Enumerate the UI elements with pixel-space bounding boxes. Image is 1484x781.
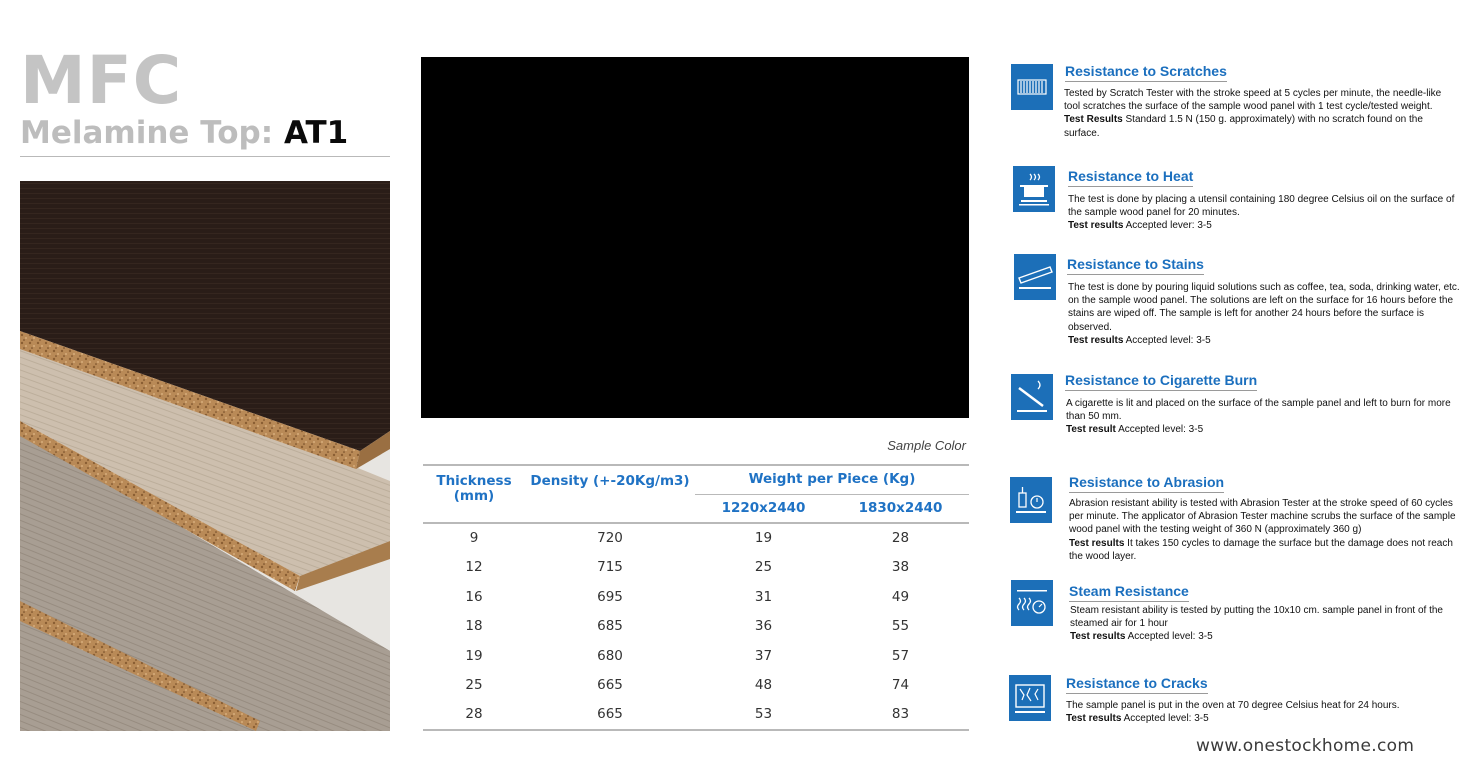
test-title-cigarette: Resistance to Cigarette Burn — [1065, 372, 1257, 391]
test-title-abrasion: Resistance to Abrasion — [1069, 474, 1224, 493]
cell-density: 720 — [597, 530, 623, 547]
product-subtitle — [20, 114, 348, 152]
cell-weight-1830: 83 — [832, 700, 969, 730]
product-code: AT1 — [283, 115, 349, 151]
cracked-panel-icon — [1009, 675, 1051, 721]
header-size-1830: 1830x2440 — [832, 494, 969, 523]
cigarette-icon — [1011, 374, 1053, 420]
cell-weight-1220: 37 — [754, 647, 773, 664]
test-description: The test is done by placing a utensil containing 180 degree Celsius oil on the surface of the sample wood panel for 20 minutes. — [1068, 194, 1455, 219]
test-result-label: Test results — [1066, 713, 1122, 725]
cell-density: 665 — [597, 677, 623, 694]
cell-density: 680 — [597, 647, 623, 664]
abrasion-tester-icon — [1010, 477, 1052, 523]
header-thickness: Thickness (mm) — [423, 465, 525, 523]
swatch-caption: Sample Color — [887, 438, 966, 453]
cell-thickness: 9 — [469, 530, 479, 547]
cell-weight-1220: 48 — [754, 677, 773, 694]
cell-thickness: 25 — [465, 677, 483, 694]
table-row — [423, 553, 969, 583]
spec-table — [423, 464, 969, 731]
cell-weight-1220: 25 — [754, 559, 773, 576]
cell-weight-1830: 38 — [891, 559, 910, 576]
test-title-stains: Resistance to Stains — [1067, 256, 1204, 275]
test-result-label: Test results — [1070, 631, 1126, 643]
product-title: MFC — [20, 42, 183, 119]
steam-timer-icon — [1011, 580, 1053, 626]
test-title-cracks: Resistance to Cracks — [1066, 675, 1208, 694]
table-row — [423, 641, 969, 671]
cell-weight-1830: 49 — [891, 588, 910, 605]
board-sample-photo — [20, 181, 390, 731]
test-body-cracks — [1066, 699, 1461, 725]
test-description: The sample panel is put in the oven at 70 degree Celsius heat for 24 hours. — [1066, 700, 1400, 711]
test-result-text: Standard 1.5 N (150 g. approximately) with no scratch found on the surface. — [1064, 114, 1423, 139]
stain-panel-icon — [1014, 254, 1056, 300]
table-row — [423, 523, 969, 553]
test-result-text: It takes 150 cycles to damage the surface but the damage does not reach the wood layer. — [1069, 537, 1453, 562]
test-result-label: Test result — [1066, 424, 1116, 436]
test-result-label: Test Results — [1064, 114, 1123, 126]
cell-weight-1830: 28 — [891, 530, 910, 547]
cell-weight-1830: 74 — [891, 677, 910, 694]
test-body-steam — [1070, 604, 1465, 644]
cell-weight-1220: 31 — [754, 588, 773, 605]
table-row — [423, 582, 969, 612]
cell-weight-1220: 36 — [754, 618, 773, 635]
cell-density: 685 — [597, 618, 623, 635]
test-description: Tested by Scratch Tester with the stroke speed at 5 cycles per minute, the needle-like tool scratches the surface of the sample wood panel with 1 test cycle/tested weight. — [1064, 88, 1442, 113]
cell-thickness: 12 — [465, 559, 483, 576]
cell-thickness: 18 — [465, 618, 483, 635]
test-result-text: Accepted level: 3-5 — [1125, 334, 1211, 346]
test-body-scratches — [1064, 87, 1459, 140]
test-result-text: Accepted lever: 3-5 — [1125, 220, 1212, 232]
test-description: The test is done by pouring liquid solutions such as coffee, tea, soda, drinking water, etc. on the sample wood panel. The solutions are left on the surface for 16 hours before the stains are wiped off. The sample is left for another 24 hours before the surface is observed. — [1068, 282, 1460, 333]
cell-weight-1220: 53 — [695, 700, 832, 730]
header-weight: Weight per Piece (Kg) — [695, 465, 969, 494]
cell-weight-1830: 57 — [891, 647, 910, 664]
cell-density: 695 — [597, 588, 623, 605]
scratch-tester-icon — [1011, 64, 1053, 110]
cell-density: 715 — [597, 559, 623, 576]
sample-color-swatch — [421, 57, 969, 418]
cell-weight-1220: 19 — [754, 530, 773, 547]
test-result-label: Test results — [1068, 334, 1124, 346]
brand-heading — [20, 44, 348, 152]
cell-weight-1830: 55 — [891, 618, 910, 635]
test-title-steam: Steam Resistance — [1069, 583, 1189, 602]
table-row — [423, 612, 969, 642]
test-result-label: Test results — [1069, 537, 1125, 549]
header-size-1220: 1220x2440 — [695, 494, 832, 523]
cell-thickness: 28 — [423, 700, 525, 730]
cell-thickness: 19 — [465, 647, 483, 664]
test-description: A cigarette is lit and placed on the surface of the sample panel and left to burn for more than 50 mm. — [1066, 398, 1451, 423]
test-result-text: Accepted level: 3-5 — [1118, 424, 1204, 436]
cell-thickness: 16 — [465, 588, 483, 605]
test-body-heat — [1068, 193, 1463, 233]
test-result-text: Accepted level: 3-5 — [1123, 713, 1209, 725]
table-row — [423, 700, 969, 730]
test-body-cigarette — [1066, 397, 1461, 437]
cell-density: 665 — [525, 700, 695, 730]
test-description: Steam resistant ability is tested by putting the 10x10 cm. sample panel in front of the steamed air for 1 hour — [1070, 605, 1443, 630]
test-title-scratches: Resistance to Scratches — [1065, 63, 1227, 82]
subtitle-prefix: Melamine Top: — [20, 115, 274, 151]
website-url: www.onestockhome.com — [1196, 736, 1415, 756]
test-title-heat: Resistance to Heat — [1068, 168, 1193, 187]
hot-pot-icon — [1013, 166, 1055, 212]
test-result-label: Test results — [1068, 220, 1124, 232]
title-divider — [20, 156, 390, 157]
test-body-abrasion — [1069, 497, 1464, 563]
test-description: Abrasion resistant ability is tested with Abrasion Tester at the stroke speed of 60 cycles per minute. The applicator of Abrasion Tester machine scrubs the surface of the sample wood panel with the testing weight of 360 N (approximately 360 g) — [1069, 498, 1456, 536]
table-row — [423, 671, 969, 701]
test-result-text: Accepted level: 3-5 — [1127, 631, 1213, 643]
header-density: Density (+-20Kg/m3) — [525, 465, 695, 523]
test-body-stains — [1068, 281, 1463, 347]
